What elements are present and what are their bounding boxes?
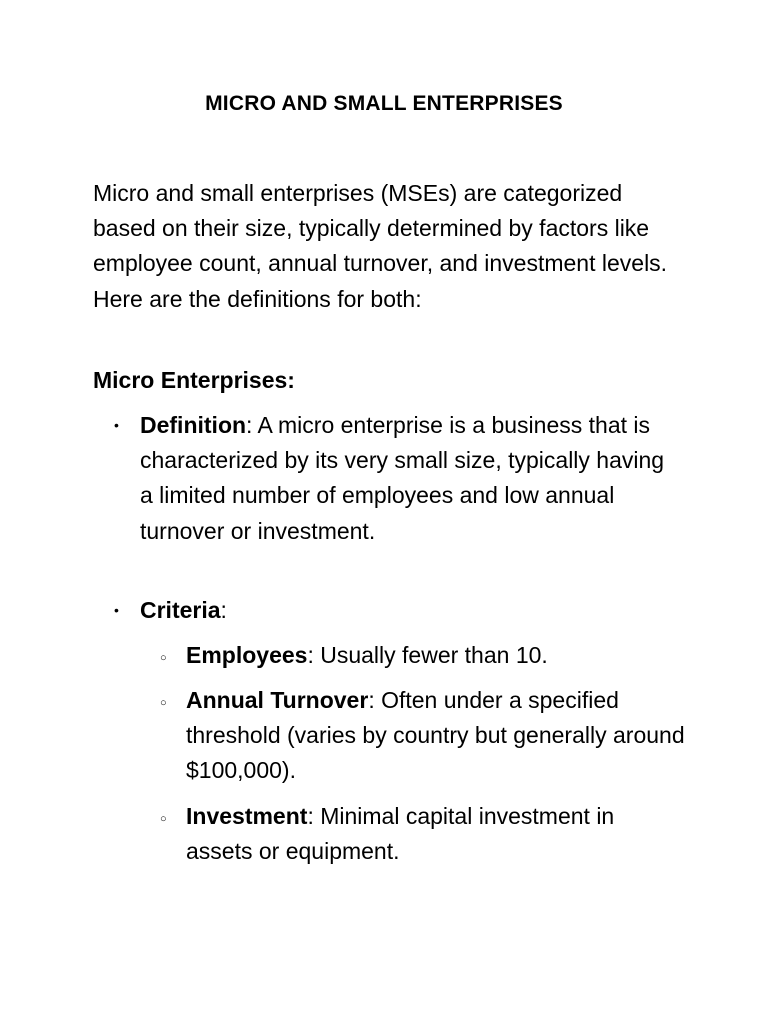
- list-item-definition: [114, 408, 680, 549]
- circle-bullet-icon: ○: [160, 697, 167, 709]
- annual-turnover-text: : Often under a specified threshold (varies by country but generally around $100,000).: [186, 687, 685, 784]
- section-heading-micro: Micro Enterprises:: [93, 367, 295, 393]
- circle-bullet-icon: ○: [160, 813, 167, 825]
- page-title: MICRO AND SMALL ENTERPRISES: [205, 92, 563, 115]
- investment-text: : Minimal capital investment in assets or equipment.: [186, 803, 615, 865]
- definition-text: : A micro enterprise is a business that is characterized by its very small size, typically having a limited number of employees and low annual turnover or investment.: [140, 412, 665, 544]
- criteria-term: Criteria: [140, 597, 221, 623]
- sub-list-item-annual-turnover: [160, 683, 686, 789]
- bullet-icon: •: [114, 602, 119, 618]
- intro-paragraph: Micro and small enterprises (MSEs) are categorized based on their size, typically determined by factors like employee count, annual turnover, and investment levels. Here are the definitions for both:: [93, 180, 668, 312]
- list-item-criteria: [114, 593, 680, 628]
- circle-bullet-icon: ○: [160, 652, 167, 664]
- employees-text: : Usually fewer than 10.: [307, 642, 548, 668]
- investment-term: Investment: [186, 803, 308, 829]
- employees-term: Employees: [186, 642, 308, 668]
- criteria-text: :: [220, 597, 227, 623]
- bullet-icon: •: [114, 417, 119, 433]
- sub-list-item-investment: [160, 799, 686, 869]
- sub-list-item-employees: [160, 638, 686, 673]
- annual-turnover-term: Annual Turnover: [186, 687, 369, 713]
- definition-term: Definition: [140, 412, 247, 438]
